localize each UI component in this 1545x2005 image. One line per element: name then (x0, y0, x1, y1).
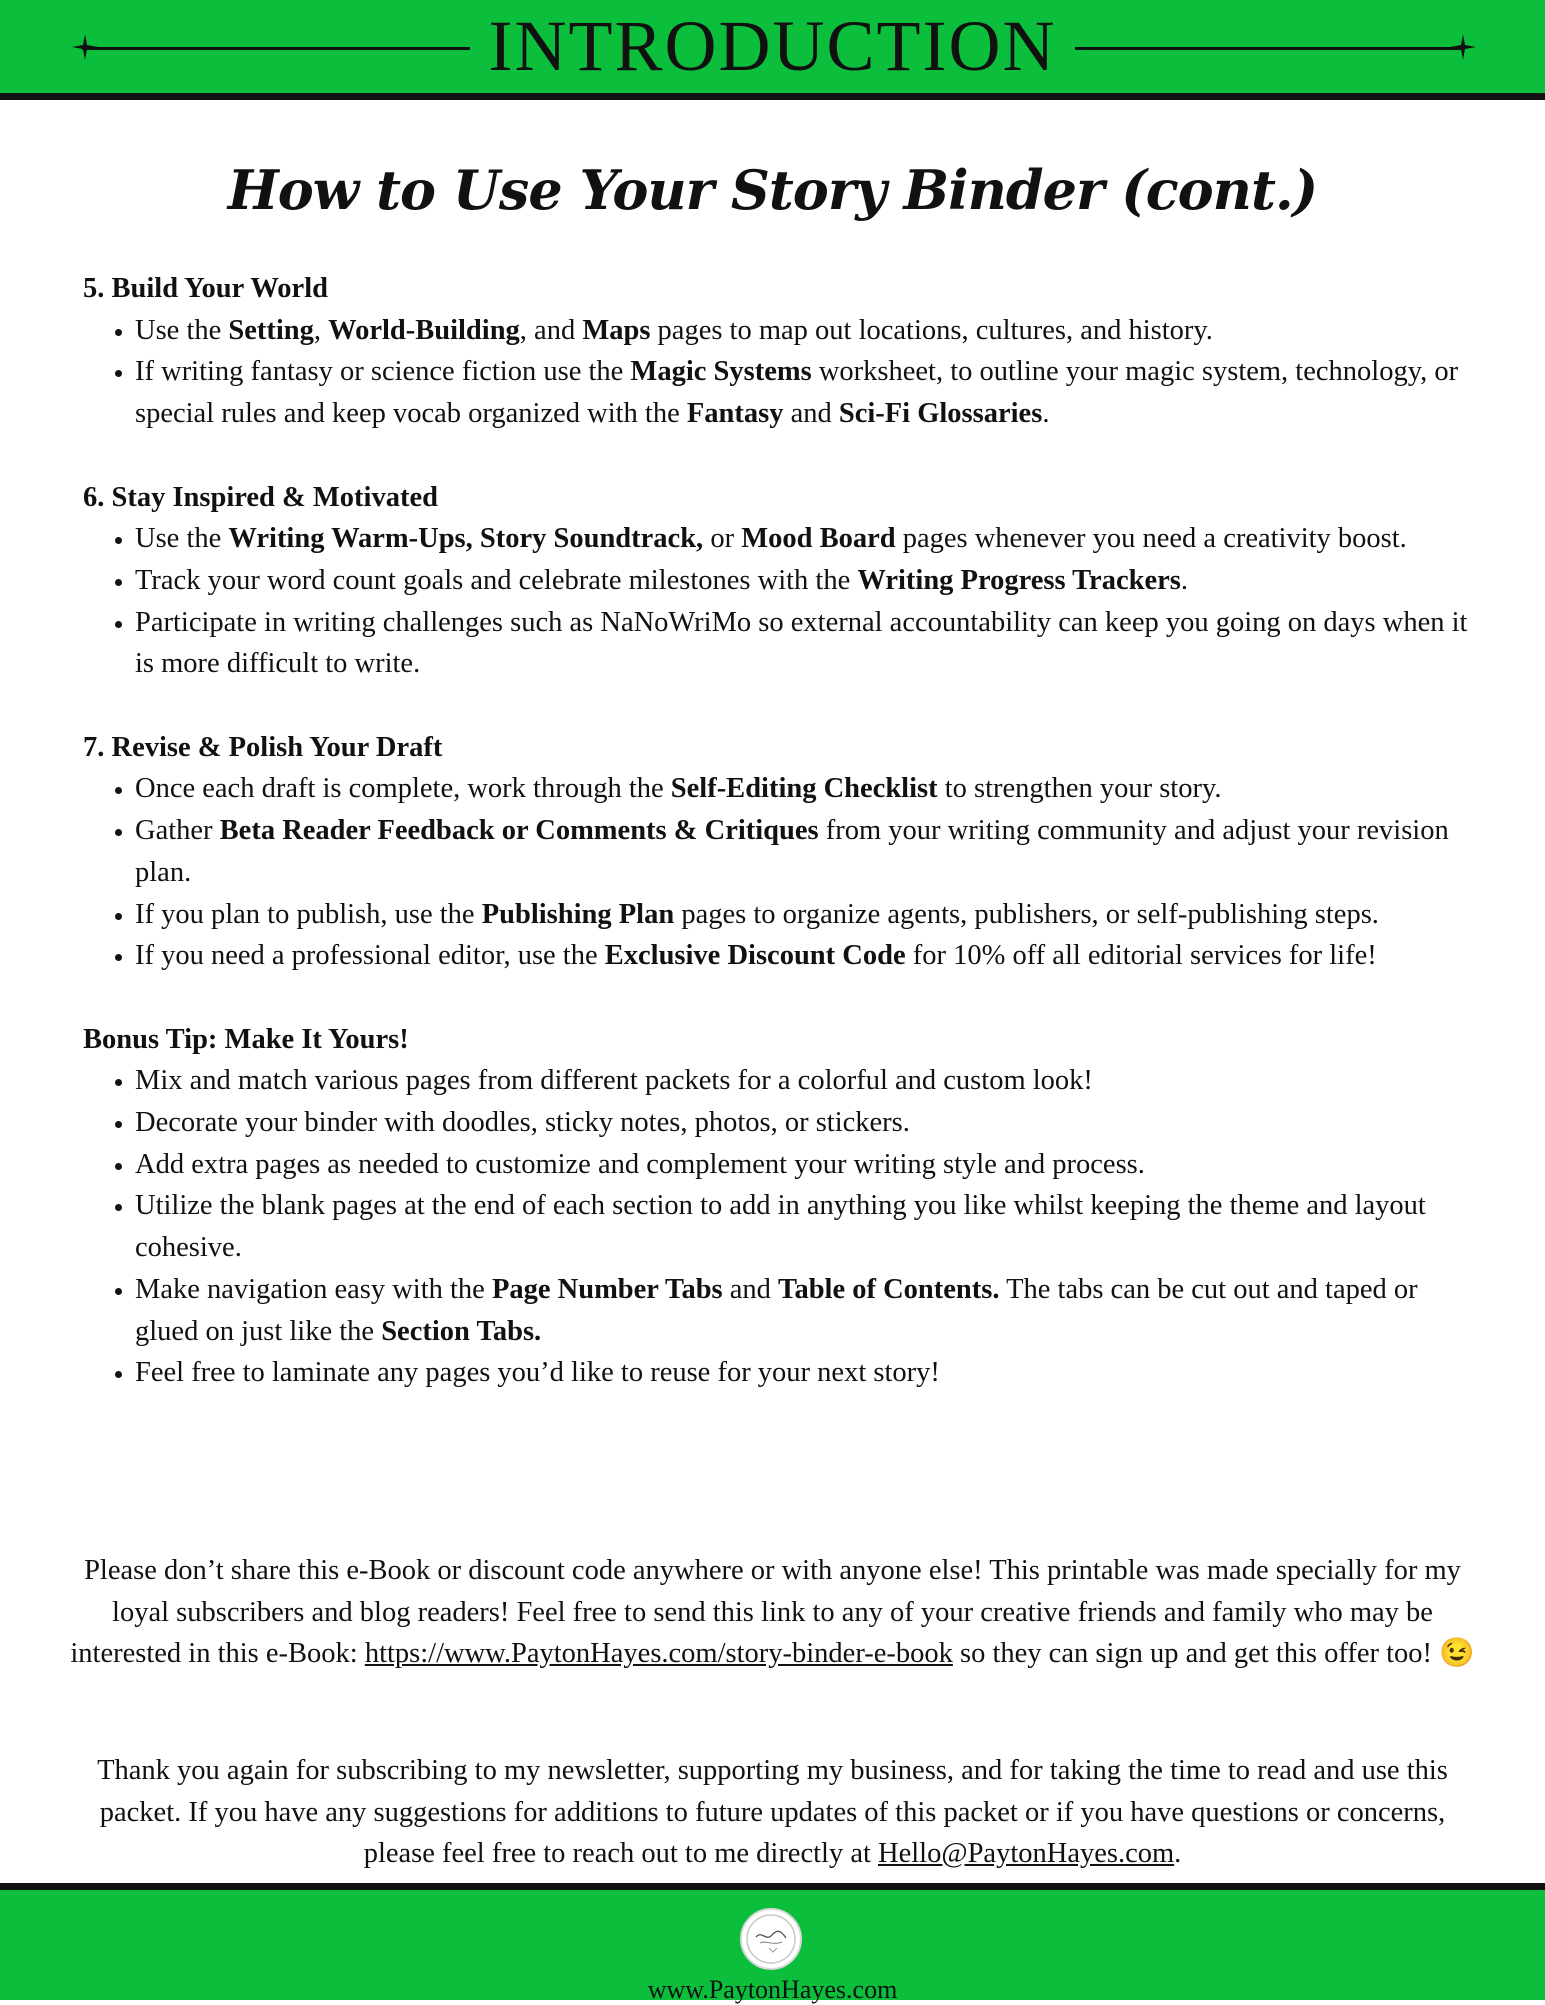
closing-paragraph-share (70, 1550, 1475, 1675)
bold-text: Beta Reader Feedback or Comments & Critiques (219, 815, 819, 847)
text: . (1180, 564, 1188, 596)
list-item (135, 810, 1483, 893)
list-item (135, 310, 1483, 352)
bold-text: Fantasy (686, 398, 784, 430)
list-item (135, 1185, 1483, 1268)
closing-text: Please don’t share this e-Book or discount code anywhere or with anyone else! This printable was made specially for my loyal subscribers and blog readers! Feel free to send this link to any of your creative friends and family who may be interested in this e-Book: (70, 1555, 1461, 1669)
footer-banner (0, 1883, 1545, 2004)
text: Utilize the blank pages at the end of each section to add in anything you like whilst keeping the theme and layout cohesive. (135, 1190, 1426, 1264)
text: Track your word count goals and celebrate milestones with the (135, 564, 858, 596)
bullet-list (83, 768, 1483, 977)
footer-website-link[interactable]: www.PaytonHayes.com (647, 1975, 898, 2004)
text: worksheet, to outline your magic system, technology, or special rules and keep vocab organized with the (135, 356, 1459, 430)
list-item (135, 560, 1483, 602)
sparkle-icon (1450, 34, 1476, 60)
header-rule-right (1075, 47, 1463, 50)
section (83, 268, 1483, 435)
list-item (135, 1269, 1483, 1352)
bullet-list (83, 310, 1483, 435)
closing-paragraph-thanks (70, 1750, 1475, 1875)
bold-text: Maps (582, 314, 651, 346)
bold-text: Sci-Fi Glossaries (838, 398, 1043, 430)
text: Add extra pages as needed to customize and complement your writing style and process. (135, 1148, 1145, 1180)
bold-text: Writing Progress Trackers (857, 564, 1181, 596)
text: Decorate your binder with doodles, sticky notes, photos, or stickers. (135, 1107, 910, 1139)
list-item (135, 1060, 1483, 1102)
text: Use the (135, 523, 229, 555)
bold-text: Magic Systems (630, 356, 812, 388)
bold-text: Page Number Tabs (491, 1273, 723, 1305)
text: . (1042, 398, 1050, 430)
text: for 10% off all editorial services for life! (905, 940, 1377, 972)
sections-container (83, 268, 1483, 1436)
closing-text: so they can sign up and get this offer too! 😉 (952, 1638, 1475, 1669)
bold-text: Publishing Plan (481, 898, 675, 930)
text: Use the (135, 314, 229, 346)
text: Participate in writing challenges such as NaNoWriMo so external accountability can keep you going on days when it is more difficult to write. (135, 606, 1468, 680)
bold-text: Mood Board (741, 523, 896, 555)
bold-text: Exclusive Discount Code (604, 940, 906, 972)
bold-text: Writing Warm-Ups, Story Soundtrack, (228, 523, 704, 555)
section-heading: 7. Revise & Polish Your Draft (83, 731, 443, 763)
bullet-list (83, 1060, 1483, 1394)
text: If writing fantasy or science fiction use the (135, 356, 631, 388)
closing-text: . (1174, 1838, 1182, 1869)
header-title: INTRODUCTION (488, 6, 1057, 86)
text: Gather (135, 815, 220, 847)
text: Once each draft is complete, work through the (135, 773, 671, 805)
text: pages to map out locations, cultures, and history. (650, 314, 1213, 346)
list-item (135, 602, 1483, 685)
page-title: How to Use Your Story Binder (cont.) (227, 158, 1318, 222)
section-heading: 6. Stay Inspired & Motivated (83, 481, 438, 513)
header-banner (0, 0, 1545, 100)
text: or (703, 523, 742, 555)
section (83, 727, 1483, 977)
list-item (135, 1144, 1483, 1186)
bold-text: Section Tabs. (381, 1315, 542, 1347)
text: and (783, 398, 839, 430)
section-heading: Bonus Tip: Make It Yours! (83, 1023, 409, 1055)
section-heading: 5. Build Your World (83, 273, 328, 304)
text: If you plan to publish, use the (135, 898, 482, 930)
text: The tabs can be cut out and taped or glued on just like the (135, 1273, 1418, 1347)
bold-text: Setting (228, 314, 314, 346)
text: pages whenever you need a creativity boost. (895, 523, 1407, 555)
text: If you need a professional editor, use the (135, 940, 605, 972)
list-item (135, 894, 1483, 936)
list-item (135, 1352, 1483, 1394)
list-item (135, 518, 1483, 560)
list-item (135, 768, 1483, 810)
list-item (135, 351, 1483, 434)
text: Feel free to laminate any pages you’d like to reuse for your next story! (135, 1357, 940, 1389)
text: , and (519, 314, 583, 346)
text: from your writing community and adjust your revision plan. (135, 815, 1449, 888)
section (83, 1019, 1483, 1394)
list-item (135, 1102, 1483, 1144)
email-link[interactable]: Hello@PaytonHayes.com (878, 1838, 1175, 1869)
text: Mix and match various pages from different packets for a colorful and custom look! (135, 1065, 1093, 1097)
bold-text: Table of Contents. (778, 1273, 1000, 1305)
text: Make navigation easy with the (135, 1273, 492, 1305)
text: pages to organize agents, publishers, or self-publishing steps. (674, 898, 1379, 930)
text: to strengthen your story. (937, 773, 1222, 805)
text: and (722, 1273, 779, 1305)
payton-hayes-logo-icon (740, 1908, 802, 1970)
story-binder-link[interactable]: https://www.PaytonHayes.com/story-binder-e-book (364, 1638, 953, 1669)
section (83, 477, 1483, 686)
bold-text: Self-Editing Checklist (670, 773, 938, 805)
closing-text: Thank you again for subscribing to my newsletter, supporting my business, and for taking the time to read and use this packet. If you have any suggestions for additions to future updates of this packet or if you have questions or concerns, please feel free to reach out to me directly at (97, 1755, 1448, 1869)
bullet-list (83, 518, 1483, 685)
text: , (313, 314, 329, 346)
list-item (135, 935, 1483, 977)
bold-text: World-Building (328, 314, 520, 346)
